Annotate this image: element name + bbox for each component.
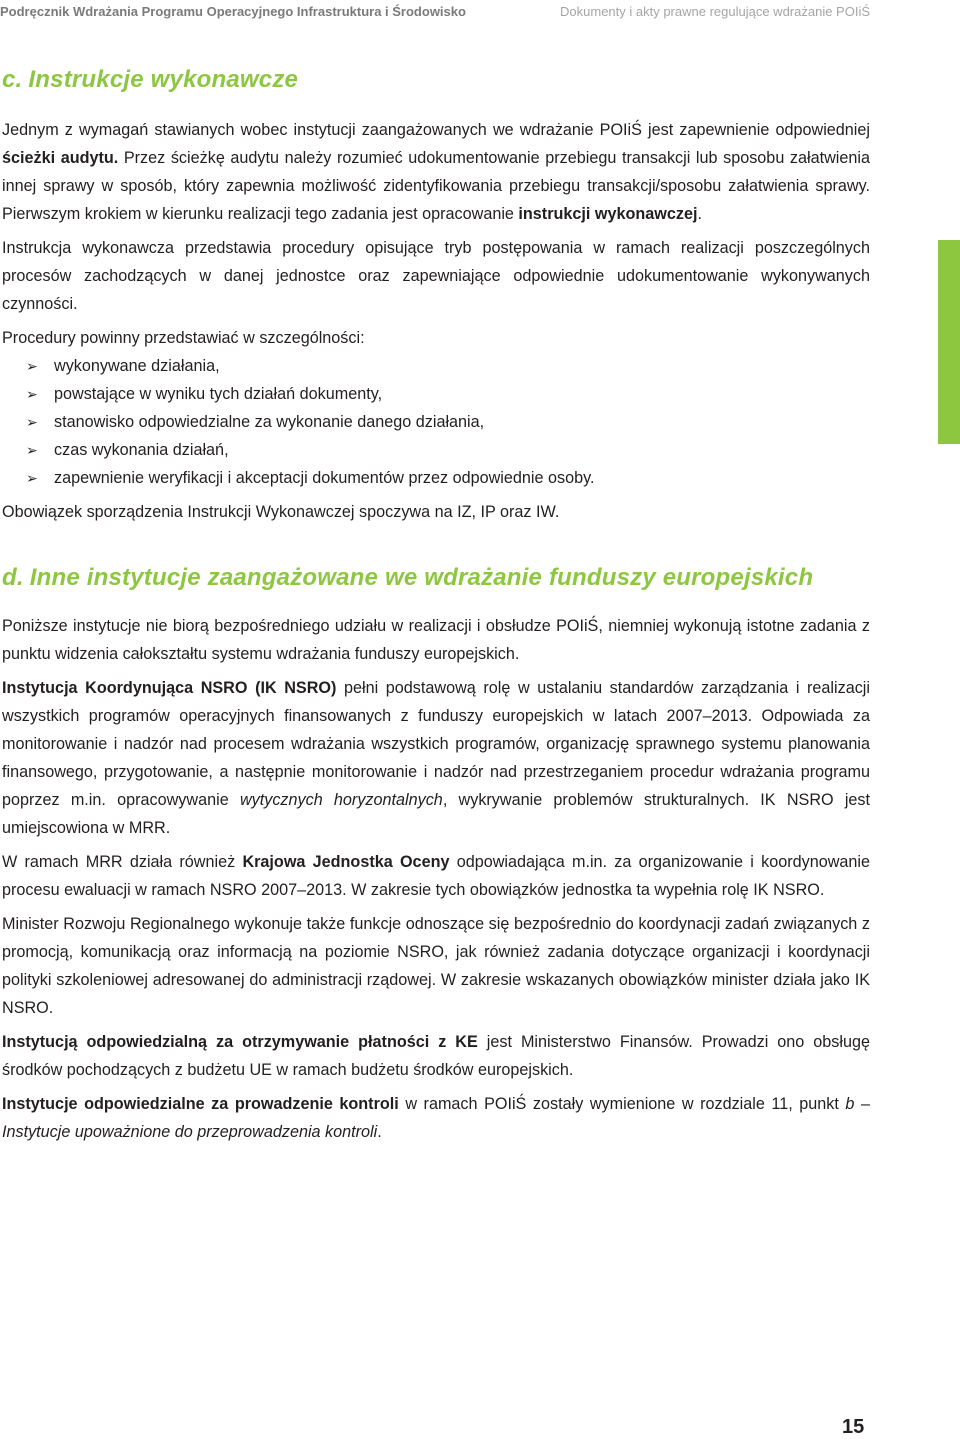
bold-term: Instytucją odpowiedzialną za otrzymywanie płatności z KE [2, 1033, 478, 1051]
list-item [2, 436, 870, 464]
text-run: jest Ministerstwo Finansów. Prowadzi ono obsługę środków pochodzących z budżetu UE w ramach budżetu środków europejskich. [2, 1033, 870, 1079]
section-d-paragraph-4: Minister Rozwoju Regionalnego wykonuje także funkcje odnoszące się bezpośrednio do koordynacji zadań związanych z promocją, komunikacją oraz informacją na poziomie NSRO, jak również zadania dotyczące organizacji i koordynacji polityki szkoleniowej adresowanej do administracji rządowej. W zakresie wskazanych obowiązków minister działa jako IK NSRO. [2, 915, 870, 1017]
chapter-side-tab [938, 240, 960, 444]
list-item [2, 408, 870, 436]
section-d-paragraph-1: Poniższe instytucje nie biorą bezpośredniego udziału w realizacji i obsłudze POIiŚ, niemniej wykonują istotne zadania z punktu widzenia całokształtu systemu wdrażania funduszy europejskich. [2, 617, 870, 663]
bold-term: Krajowa Jednostka Oceny [242, 853, 450, 871]
header-chapter-title: Dokumenty i akty prawne regulujące wdrażanie POIiŚ [560, 4, 870, 19]
section-d-paragraph-3 [2, 848, 870, 904]
arrowhead-bullet-icon: ➢ [26, 414, 38, 430]
italic-term: wytycznych horyzontalnych [239, 791, 443, 809]
section-c-paragraph-3: Procedury powinny przedstawiać w szczególności: [2, 329, 365, 347]
section-d-paragraph-2 [2, 674, 870, 842]
text-run: . [697, 205, 702, 223]
list-item-text: wykonywane działania, [54, 357, 220, 375]
section-c-paragraph-2: Instrukcja wykonawcza przedstawia procedury opisujące tryb postępowania w ramach realizacji poszczególnych procesów zachodzących w danej jednostce oraz zapewniające odpowiednie udokumentowanie wykonywanych czynności. [2, 239, 870, 313]
bold-term: Instytucje odpowiedzialne za prowadzenie kontroli [2, 1095, 399, 1113]
text-run: – [854, 1095, 870, 1113]
list-item-text: stanowisko odpowiedzialne za wykonanie danego działania, [54, 413, 485, 431]
bold-term: instrukcji wykonawczej [518, 205, 698, 223]
arrowhead-bullet-icon: ➢ [26, 386, 38, 402]
list-item [2, 352, 870, 380]
text-run: , wykrywanie problemów strukturalnych. IK NSRO jest umiejscowiona w MRR. [2, 791, 871, 837]
text-run: W ramach MRR działa również [2, 853, 243, 871]
section-c-paragraph-1 [2, 116, 870, 228]
header-document-title: Podręcznik Wdrażania Programu Operacyjnego Infrastruktura i Środowisko [0, 4, 466, 19]
italic-term: Instytucje upoważnione do przeprowadzenia kontroli [2, 1123, 378, 1141]
text-run: pełni podstawową rolę w ustalaniu standardów zarządzania i realizacji wszystkich programów operacyjnych finansowanych z funduszy europejskich w latach 2007–2013. Odpowiada za monitorowanie i nadzór nad procesem wdrażania wszystkich programów, organizację sprawnego systemu planowania finansowego, przygotowanie, a następnie monitorowanie i nadzór nad przestrzeganiem procedur wdrażania programu poprzez m.in. opracowywanie [2, 679, 871, 809]
list-item [2, 380, 870, 408]
list-item-text: powstające w wyniku tych działań dokumenty, [54, 385, 383, 403]
arrowhead-bullet-icon: ➢ [26, 442, 38, 458]
section-d-letter: d. [2, 564, 24, 591]
procedure-list [2, 352, 870, 492]
arrowhead-bullet-icon: ➢ [26, 358, 38, 374]
bold-term: Instytucja Koordynująca NSRO (IK NSRO) [2, 679, 337, 697]
page-content [2, 64, 870, 1152]
section-d-paragraph-5 [2, 1028, 870, 1084]
section-c-title: Instrukcje wykonawcze [28, 66, 299, 93]
text-run: Przez ścieżkę audytu należy rozumieć udokumentowanie przebiegu transakcji lub sposobu załatwienia innej sprawy w sposób, który zapewnia możliwość zidentyfikowania przebiegu transakcji/sposobu załatwienia sprawy. Pierwszym krokiem w kierunku realizacji tego zadania jest opracowanie [2, 149, 870, 223]
text-run: Jednym z wymagań stawianych wobec instytucji zaangażowanych we wdrażanie POIiŚ jest zapewnienie odpowiedniej [2, 121, 870, 139]
section-c-paragraph-4: Obowiązek sporządzenia Instrukcji Wykonawczej spoczywa na IZ, IP oraz IW. [2, 503, 560, 521]
text-run: w ramach POIiŚ zostały wymienione w rozdziale 11, punkt [398, 1095, 846, 1113]
text-run: . [377, 1123, 382, 1141]
page-number: 15 [842, 1416, 865, 1438]
italic-term: b [845, 1095, 855, 1113]
section-d-paragraph-6 [2, 1090, 870, 1146]
list-item [2, 464, 870, 492]
list-item-text: czas wykonania działań, [54, 441, 229, 459]
text-run: odpowiadająca m.in. za organizowanie i koordynowanie procesu ewaluacji w ramach NSRO 2007–2013. W zakresie tych obowiązków jednostka ta wypełnia rolę IK NSRO. [2, 853, 870, 899]
section-c-heading [2, 64, 870, 96]
arrowhead-bullet-icon: ➢ [26, 470, 38, 486]
section-d-title: Inne instytucje zaangażowane we wdrażanie funduszy europejskich [29, 564, 814, 591]
section-d-heading [2, 562, 870, 594]
bold-term: ścieżki audytu. [2, 149, 119, 167]
running-header [0, 4, 870, 24]
list-item-text: zapewnienie weryfikacji i akceptacji dokumentów przez odpowiednie osoby. [54, 469, 595, 487]
section-c-letter: c. [2, 66, 23, 93]
